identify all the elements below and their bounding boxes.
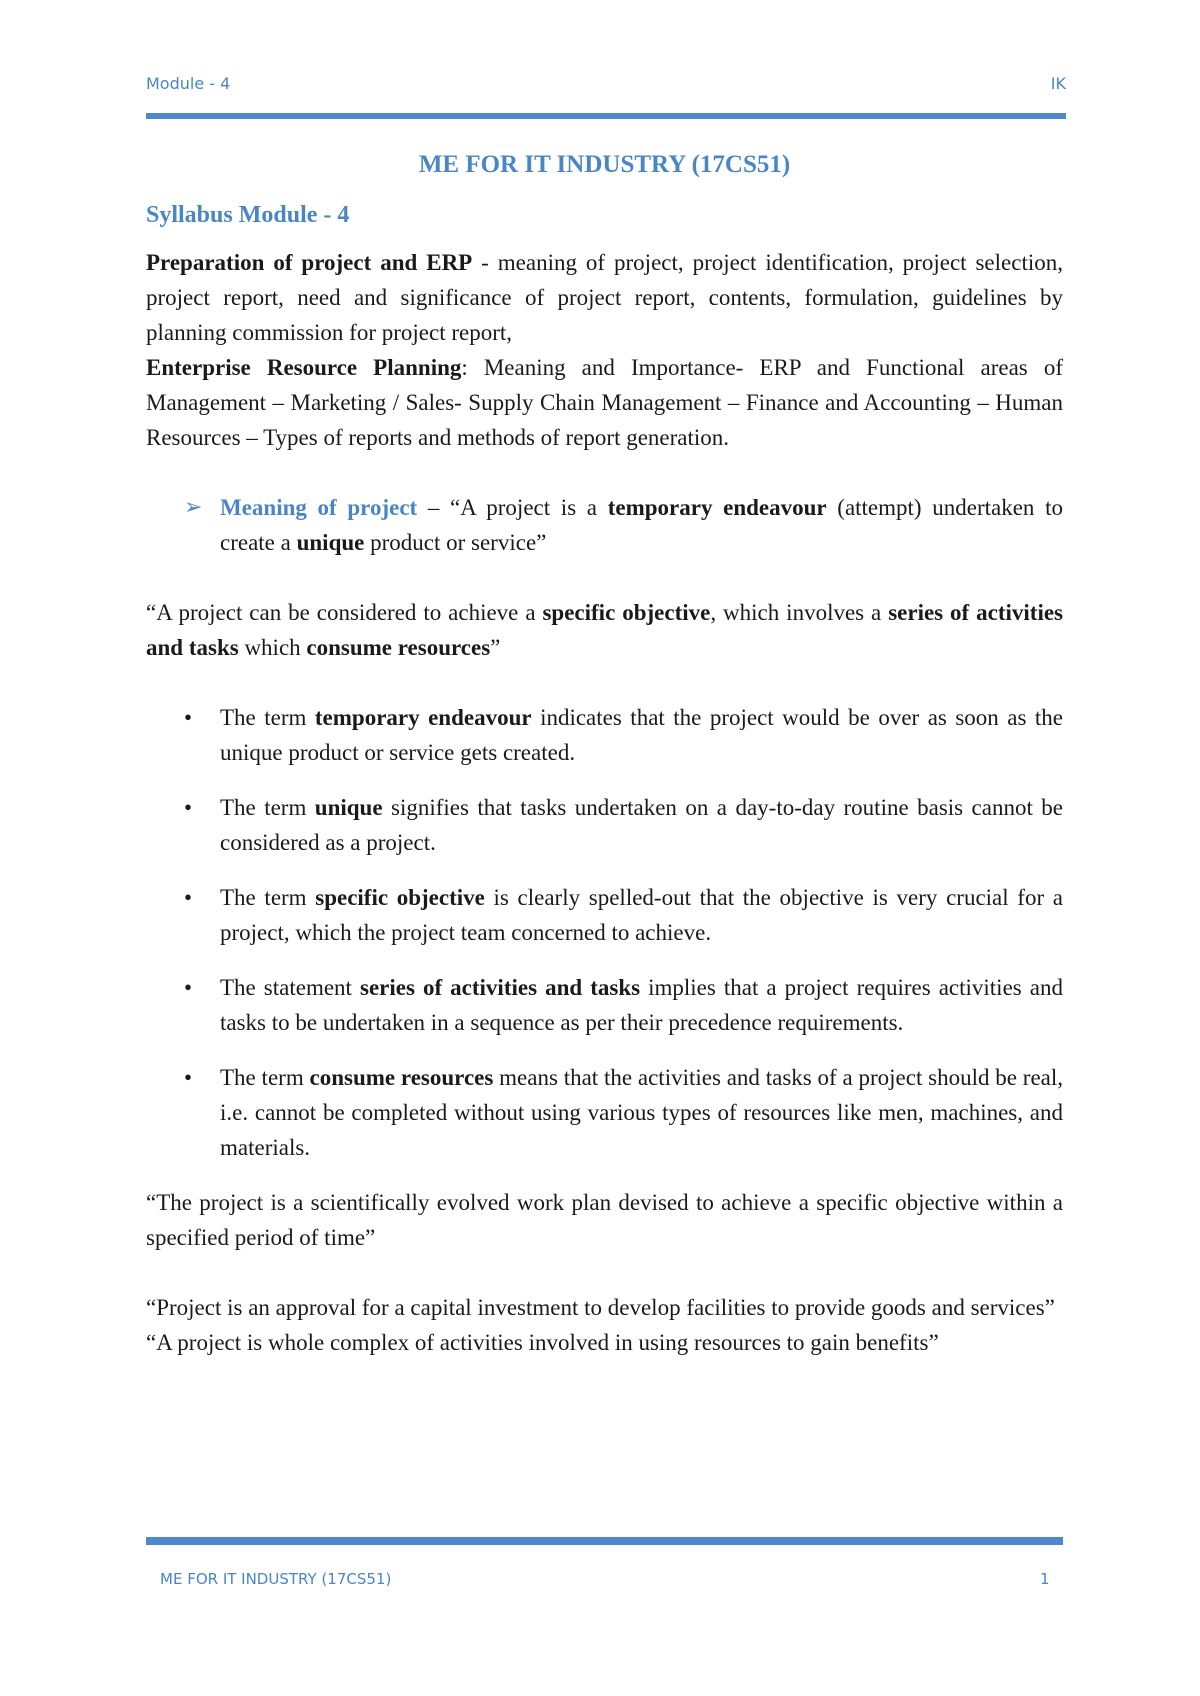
meaning-bold: unique: [296, 530, 365, 555]
item-text: signifies that tasks undertaken on a day-to-day routine basis cannot be considered as a project.: [220, 795, 1064, 855]
bullet-icon: •: [184, 1065, 193, 1090]
list-item: [146, 700, 1063, 770]
item-text: means that the activities and tasks of a project should be real, i.e. cannot be completed without using various types of resources like men, machines, and materials.: [220, 1065, 1064, 1160]
erp-topic-text: : Meaning and Importance- ERP and Functional areas of Management – Marketing / Sales- Supply Chain Management – Finance and Accounting – Human Resources – Types of reports and methods of report generation.: [146, 355, 1063, 450]
quote-bold: specific objective: [542, 600, 711, 625]
page-number: 1: [1040, 1570, 1050, 1588]
meaning-text: (attempt) undertaken to create a: [220, 495, 1063, 555]
syllabus-paragraph-1: [146, 245, 1063, 350]
project-terms-list: [146, 700, 1063, 1165]
syllabus-heading: Syllabus Module - 4: [146, 202, 350, 228]
quote-text: ”: [490, 635, 501, 660]
bullet-icon: •: [184, 885, 193, 910]
meaning-text: – “A project is a: [417, 495, 608, 520]
syllabus-topic-bold: Preparation of project and ERP: [146, 250, 473, 275]
item-text: is clearly spelled-out that the objective is very crucial for a project, which the project team concerned to achieve.: [220, 885, 1063, 945]
list-item: [146, 880, 1063, 950]
definition-quote-3: “Project is an approval for a capital investment to develop facilities to provide goods and services”: [146, 1295, 1055, 1320]
item-text: The term: [220, 1065, 310, 1090]
item-text: indicates that the project would be over as soon as the unique product or service gets created.: [220, 705, 1063, 765]
header-rule: [146, 113, 1066, 119]
item-text: The term: [220, 705, 315, 730]
item-text: The term: [220, 885, 316, 910]
bullet-icon: •: [184, 795, 193, 820]
footer-rule: [146, 1537, 1063, 1545]
item-text: The term: [220, 795, 315, 820]
list-item: [146, 1060, 1063, 1165]
list-item: [146, 790, 1063, 860]
header-module-label: Module - 4: [146, 74, 231, 93]
item-text: implies that a project requires activities and tasks to be undertaken in a sequence as per their precedence requirements.: [220, 975, 1063, 1035]
item-bold: specific objective: [315, 885, 485, 910]
arrow-bullet-icon: ➢: [184, 495, 203, 520]
bullet-icon: •: [184, 975, 193, 1000]
definition-quote-2: “The project is a scientifically evolved work plan devised to achieve a specific objective within a specified period of time”: [146, 1190, 1063, 1250]
item-bold: temporary endeavour: [314, 705, 532, 730]
bullet-icon: •: [184, 705, 193, 730]
item-bold: consume resources: [309, 1065, 494, 1090]
quote-text: which: [238, 635, 307, 660]
syllabus-topic-text: - meaning of project, project identification, project selection, project report, need and significance of project report, contents, formulation, guidelines by planning commission for project report,: [146, 250, 1063, 345]
quote-text: , which involves a: [710, 600, 889, 625]
footer-course-label: ME FOR IT INDUSTRY (17CS51): [160, 1570, 392, 1588]
quote-bold: consume resources: [306, 635, 491, 660]
syllabus-paragraph-2: [146, 350, 1063, 455]
page-content: [146, 150, 1063, 1360]
definition-quote-1: [146, 595, 1063, 665]
meaning-text: product or service”: [364, 530, 547, 555]
document-title: ME FOR IT INDUSTRY (17CS51): [418, 151, 791, 178]
list-item: [146, 970, 1063, 1040]
meaning-bold: temporary endeavour: [607, 495, 827, 520]
item-bold: unique: [314, 795, 383, 820]
item-bold: series of activities and tasks: [360, 975, 641, 1000]
meaning-heading: Meaning of project: [220, 495, 418, 520]
header-initials: IK: [1050, 74, 1066, 93]
meaning-of-project-item: [146, 490, 1063, 560]
quote-bold: series of activities and tasks: [146, 600, 1064, 660]
item-text: The statement: [220, 975, 360, 1000]
quote-text: “A project can be considered to achieve a: [146, 600, 543, 625]
definition-quote-4: “A project is whole complex of activities involved in using resources to gain benefits”: [146, 1330, 939, 1355]
erp-topic-bold: Enterprise Resource Planning: [146, 355, 462, 380]
